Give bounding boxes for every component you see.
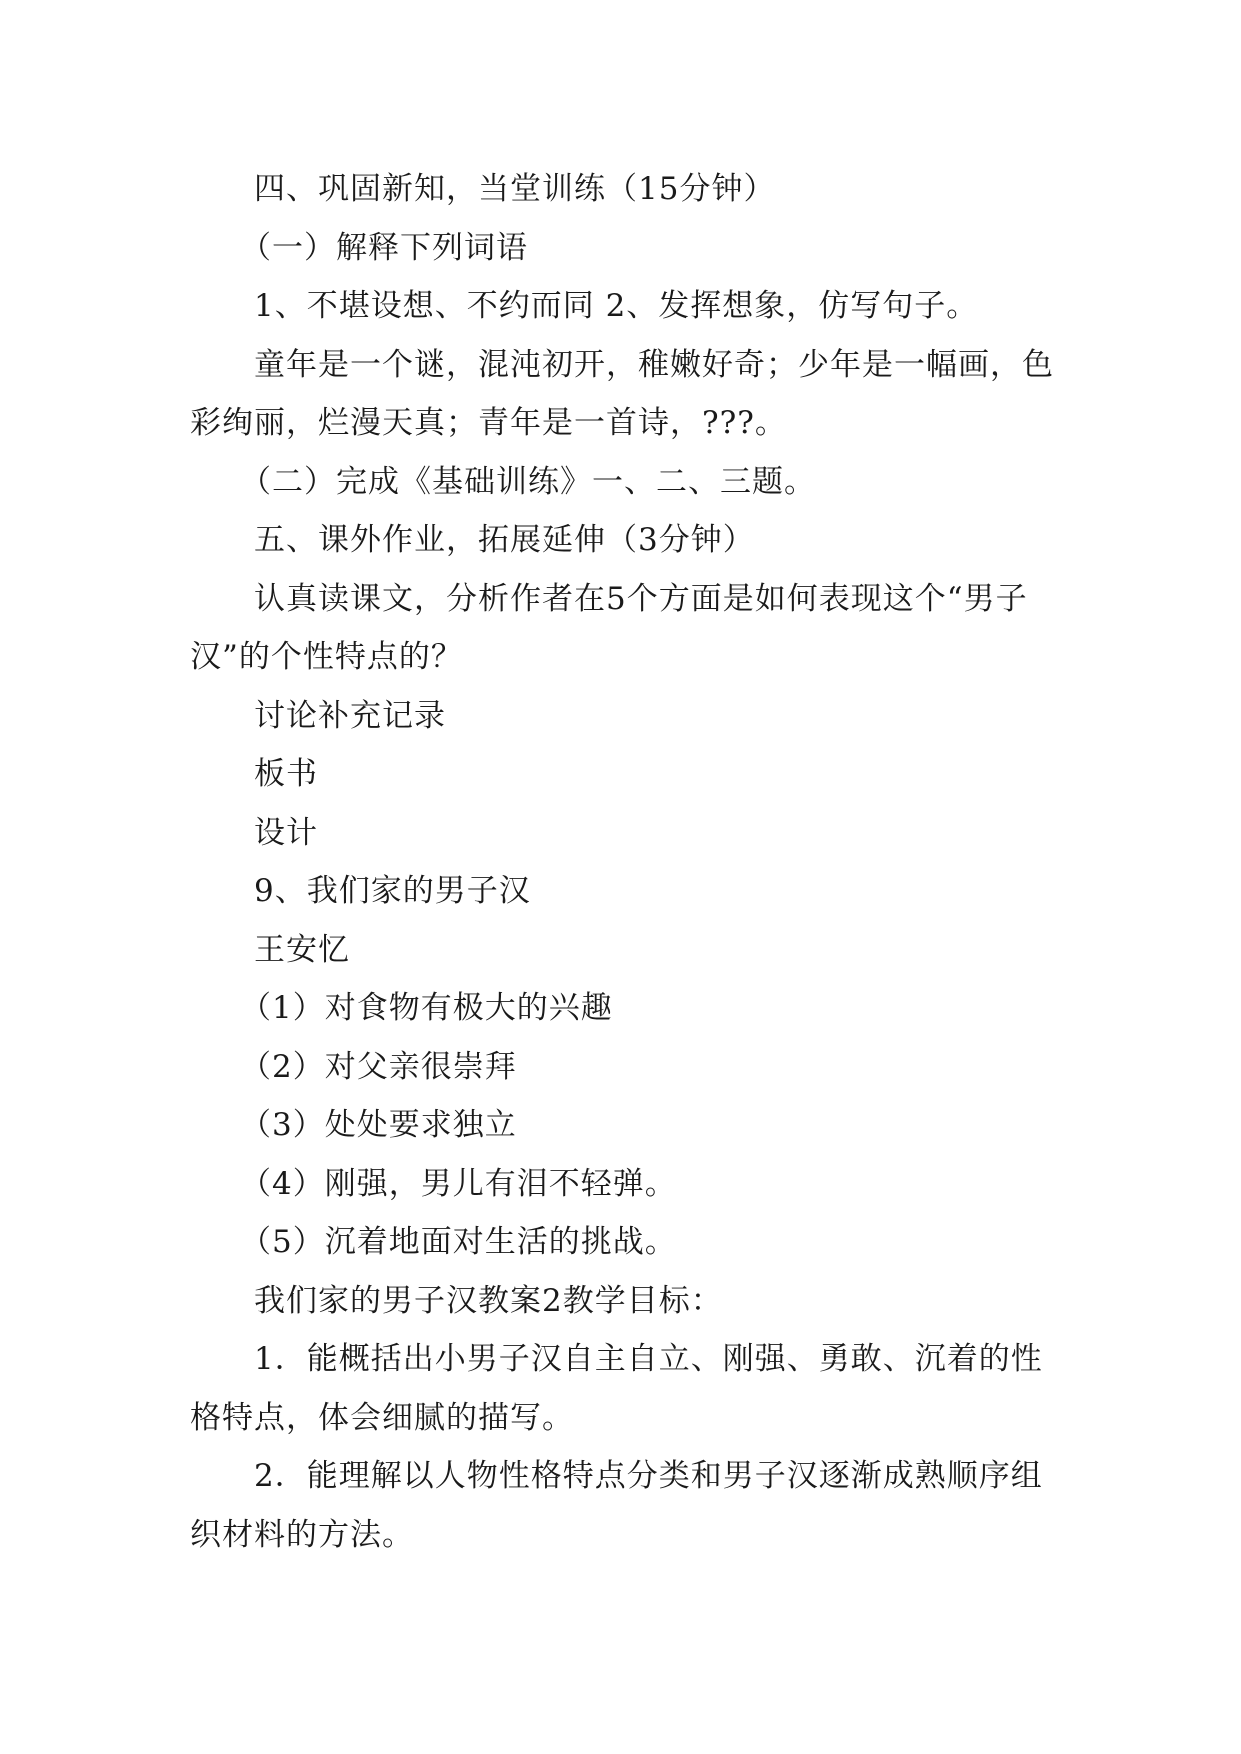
trait-item: （2）对父亲很崇拜 (240, 1048, 517, 1085)
trait-item: （1）对食物有极大的兴趣 (240, 990, 613, 1026)
trait-item: （4）刚强，男儿有泪不轻弹。 (240, 1165, 677, 1202)
section-heading-consolidate: 四、巩固新知，当堂训练（15分钟） (254, 171, 776, 207)
subsection-explain-words: （一）解释下列词语 (240, 229, 528, 266)
lesson-plan-2-heading: 我们家的男子汉教案2教学目标： (254, 1282, 723, 1319)
subsection-basic-training: （二）完成《基础训练》一、二、三题。 (240, 463, 816, 500)
section-heading-homework: 五、课外作业，拓展延伸（3分钟） (254, 522, 755, 558)
author-name: 王安忆 (254, 931, 350, 968)
lesson-title: 9、我们家的男子汉 (254, 873, 531, 909)
exercise-items: 1、不堪设想、不约而同 2、发挥想象，仿写句子。 (254, 288, 979, 324)
discussion-notes-label: 讨论补充记录 (254, 697, 446, 734)
document-body (190, 160, 1060, 1564)
objective-item: 1．能概括出小男子汉自主自立、刚强、勇敢、沉着的性格特点，体会细腻的描写。 (190, 1341, 1043, 1436)
blackboard-label: 板书 (254, 756, 318, 792)
objective-item: 2．能理解以人物性格特点分类和男子汉逐渐成熟顺序组织材料的方法。 (190, 1458, 1043, 1553)
trait-item: （5）沉着地面对生活的挑战。 (240, 1224, 677, 1260)
homework-task: 认真读课文，分析作者在5个方面是如何表现这个“男子汉”的个性特点的？ (190, 580, 1028, 675)
design-label: 设计 (254, 814, 318, 851)
example-sentence: 童年是一个谜，混沌初开，稚嫩好奇；少年是一幅画，色彩绚丽，烂漫天真；青年是一首诗，???。 (190, 346, 1054, 441)
trait-item: （3）处处要求独立 (240, 1107, 517, 1143)
